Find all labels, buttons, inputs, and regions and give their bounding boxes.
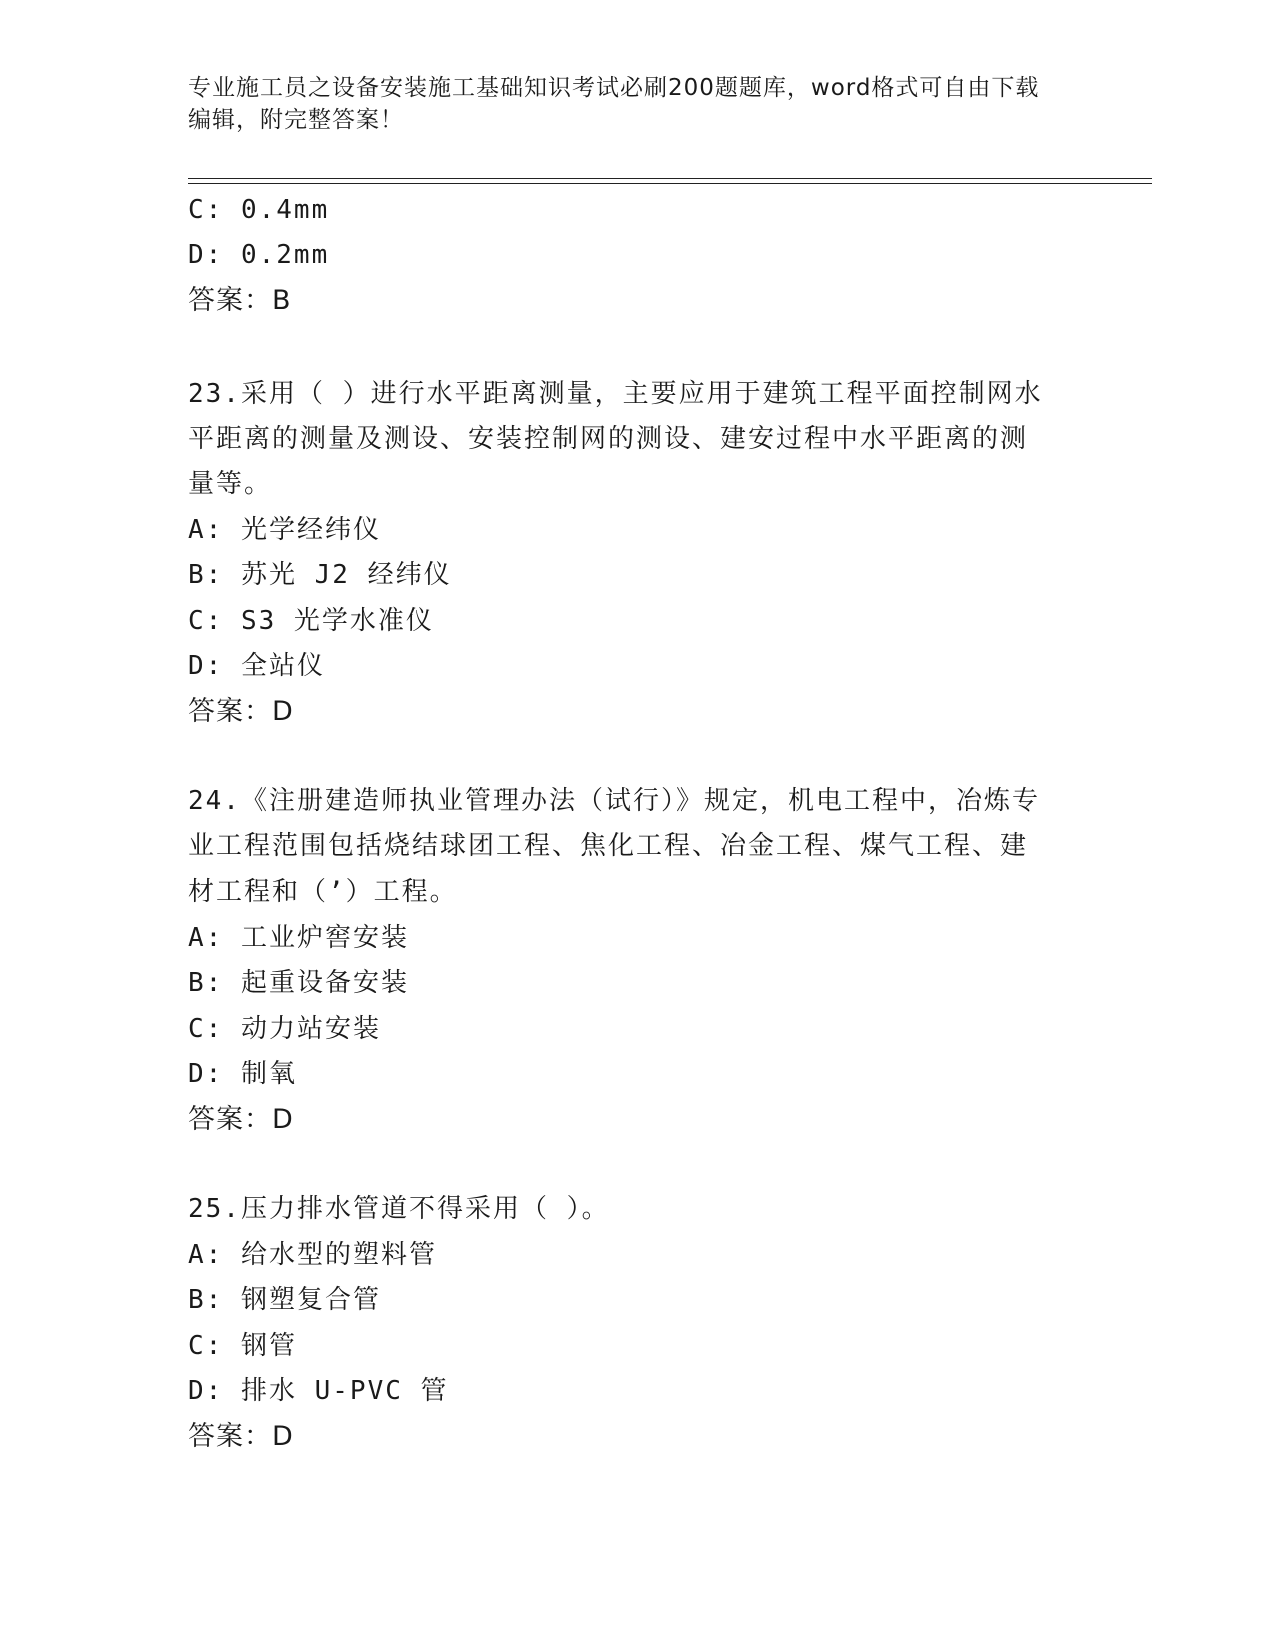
question-stem-line: 24.《注册建造师执业管理办法（试行）》规定，机电工程中，冶炼专 [188, 786, 1040, 816]
option-a: A: 给水型的塑料管 [188, 1240, 437, 1270]
question-stem-line: 量等。 [188, 469, 273, 499]
option-c: C: 0.4mm [188, 195, 330, 225]
option-a: A: 工业炉窖安装 [188, 923, 409, 953]
option-c: C: 动力站安装 [188, 1014, 381, 1044]
answer-label: 答案：D [188, 1421, 294, 1452]
answer-label: 答案：D [188, 1104, 294, 1135]
option-b: B: 苏光 J2 经纬仪 [188, 560, 452, 590]
option-d: D: 制氧 [188, 1059, 297, 1089]
option-a: A: 光学经纬仪 [188, 515, 381, 545]
question-stem-line: 25.压力排水管道不得采用（ ）。 [188, 1194, 610, 1224]
answer-label: 答案：D [188, 696, 294, 727]
option-b: B: 起重设备安装 [188, 968, 409, 998]
question-stem-line: 业工程范围包括烧结球团工程、焦化工程、冶金工程、煤气工程、建 [188, 831, 1029, 861]
option-d: D: 0.2mm [188, 240, 330, 270]
option-d: D: 全站仪 [188, 651, 325, 681]
option-c: C: 钢管 [188, 1331, 297, 1361]
header-line-1: 专业施工员之设备安装施工基础知识考试必刷200题题库，word格式可自由下载 [188, 75, 1040, 101]
answer-label: 答案：B [188, 285, 292, 316]
question-stem-line: 23.采用（ ）进行水平距离测量，主要应用于建筑工程平面控制网水 [188, 379, 1043, 409]
option-b: B: 钢塑复合管 [188, 1285, 381, 1315]
question-stem-line: 材工程和（’）工程。 [188, 877, 458, 907]
option-c: C: S3 光学水准仪 [188, 606, 434, 636]
header-line-2: 编辑，附完整答案！ [188, 107, 404, 133]
document-header [188, 72, 1088, 136]
option-d: D: 排水 U-PVC 管 [188, 1376, 449, 1406]
question-stem-line: 平距离的测量及测设、安装控制网的测设、建安过程中水平距离的测 [188, 424, 1029, 454]
header-divider-top [188, 178, 1152, 179]
header-divider-bottom [188, 183, 1152, 184]
